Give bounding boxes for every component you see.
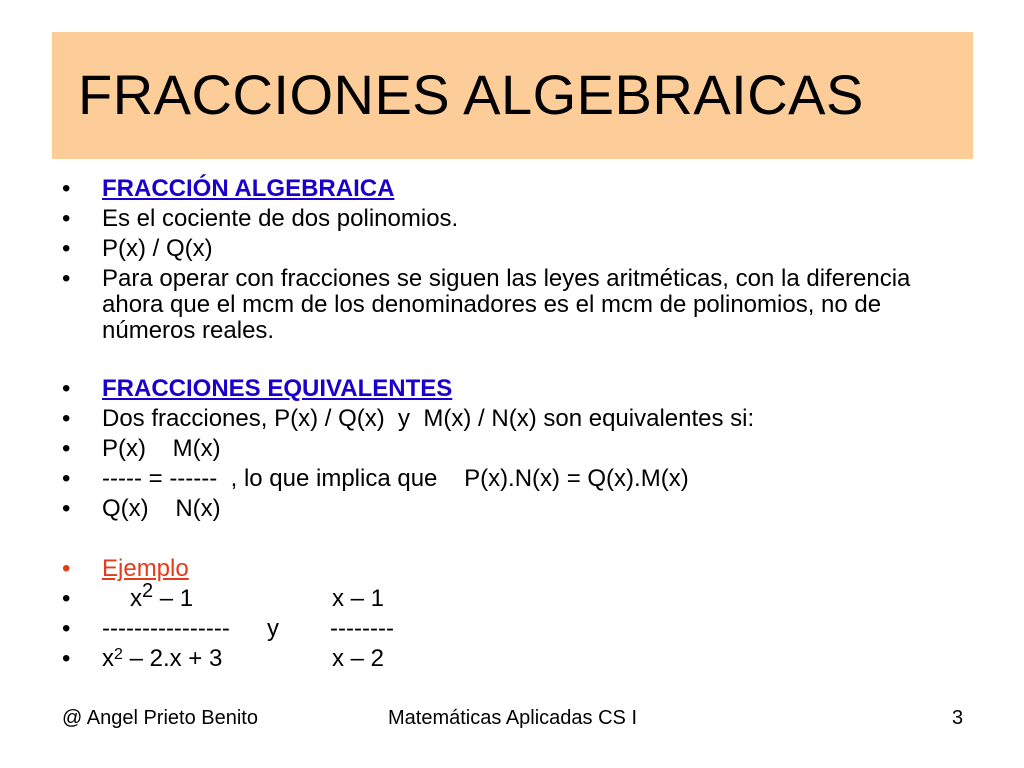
bullet-marker: • bbox=[62, 235, 71, 262]
numerators-text: P(x) M(x) bbox=[102, 435, 221, 462]
example-bar-2: -------- bbox=[330, 615, 394, 642]
footer-page-number: 3 bbox=[952, 707, 964, 729]
term-rest: – 1 bbox=[153, 585, 194, 612]
bullet-equivalence-def bbox=[62, 406, 972, 436]
footer-course: Matemáticas Aplicadas CS I bbox=[388, 707, 637, 729]
bullet-fraccion-algebraica bbox=[62, 176, 972, 206]
fraction-bars-text: ----- = ------ , lo que implica que P(x).N(x) = Q(x).M(x) bbox=[102, 465, 689, 492]
bullet-marker: • bbox=[62, 585, 71, 612]
equivalence-text: Dos fracciones, P(x) / Q(x) y M(x) / N(x) son equivalentes si: bbox=[102, 405, 755, 432]
bullet-marker: • bbox=[62, 405, 71, 432]
heading-ejemplo[interactable]: Ejemplo bbox=[102, 555, 189, 582]
bullet-numerators bbox=[62, 436, 972, 466]
bullet-marker: • bbox=[62, 435, 71, 462]
bullet-notation bbox=[62, 236, 972, 266]
definition-text: Es el cociente de dos polinomios. bbox=[102, 205, 459, 232]
example-numerator-2: x – 1 bbox=[332, 585, 385, 612]
bullet-marker: • bbox=[62, 645, 71, 672]
term-base: x bbox=[130, 585, 142, 612]
term-exponent: 2 bbox=[114, 646, 123, 663]
bullet-example-numerators bbox=[62, 580, 972, 616]
bullet-marker: • bbox=[62, 555, 71, 582]
bullet-fraction-bars bbox=[62, 466, 972, 496]
term-base: x bbox=[102, 645, 114, 672]
bullet-list bbox=[62, 176, 972, 676]
heading-fracciones-equivalentes[interactable]: FRACCIONES EQUIVALENTES bbox=[102, 375, 453, 402]
example-denominator-2: x – 2 bbox=[332, 645, 385, 672]
bullet-marker: • bbox=[62, 205, 71, 232]
bullet-operations bbox=[62, 266, 972, 346]
slide-title: FRACCIONES ALGEBRAICAS bbox=[78, 63, 864, 126]
example-denominator-1 bbox=[102, 646, 222, 672]
bullet-marker: • bbox=[62, 265, 71, 292]
term-rest: – 2.x + 3 bbox=[122, 645, 223, 672]
notation-text: P(x) / Q(x) bbox=[102, 235, 213, 262]
bullet-definition bbox=[62, 206, 972, 236]
example-bar-1: ---------------- bbox=[102, 615, 230, 642]
bullet-fracciones-equivalentes bbox=[62, 376, 972, 406]
bullet-marker: • bbox=[62, 495, 71, 522]
bullet-example-denominators bbox=[62, 646, 972, 676]
term-exponent: 2 bbox=[142, 580, 154, 602]
example-numerator-1 bbox=[130, 580, 194, 612]
heading-fraccion-algebraica[interactable]: FRACCIÓN ALGEBRAICA bbox=[102, 175, 395, 202]
bullet-denominators bbox=[62, 496, 972, 526]
footer-author: @ Angel Prieto Benito bbox=[62, 707, 258, 729]
example-conjunction: y bbox=[267, 615, 279, 642]
bullet-marker: • bbox=[62, 465, 71, 492]
bullet-marker: • bbox=[62, 375, 71, 402]
bullet-example-bars bbox=[62, 616, 972, 646]
denominators-text: Q(x) N(x) bbox=[102, 495, 221, 522]
bullet-marker: • bbox=[62, 615, 71, 642]
bullet-ejemplo bbox=[62, 556, 972, 586]
bullet-marker: • bbox=[62, 175, 71, 202]
operations-text: Para operar con fracciones se siguen las leyes aritméticas, con la diferencia ahora que el mcm de los denominadores es el mcm de polinomios, no de números reales. bbox=[102, 265, 911, 344]
